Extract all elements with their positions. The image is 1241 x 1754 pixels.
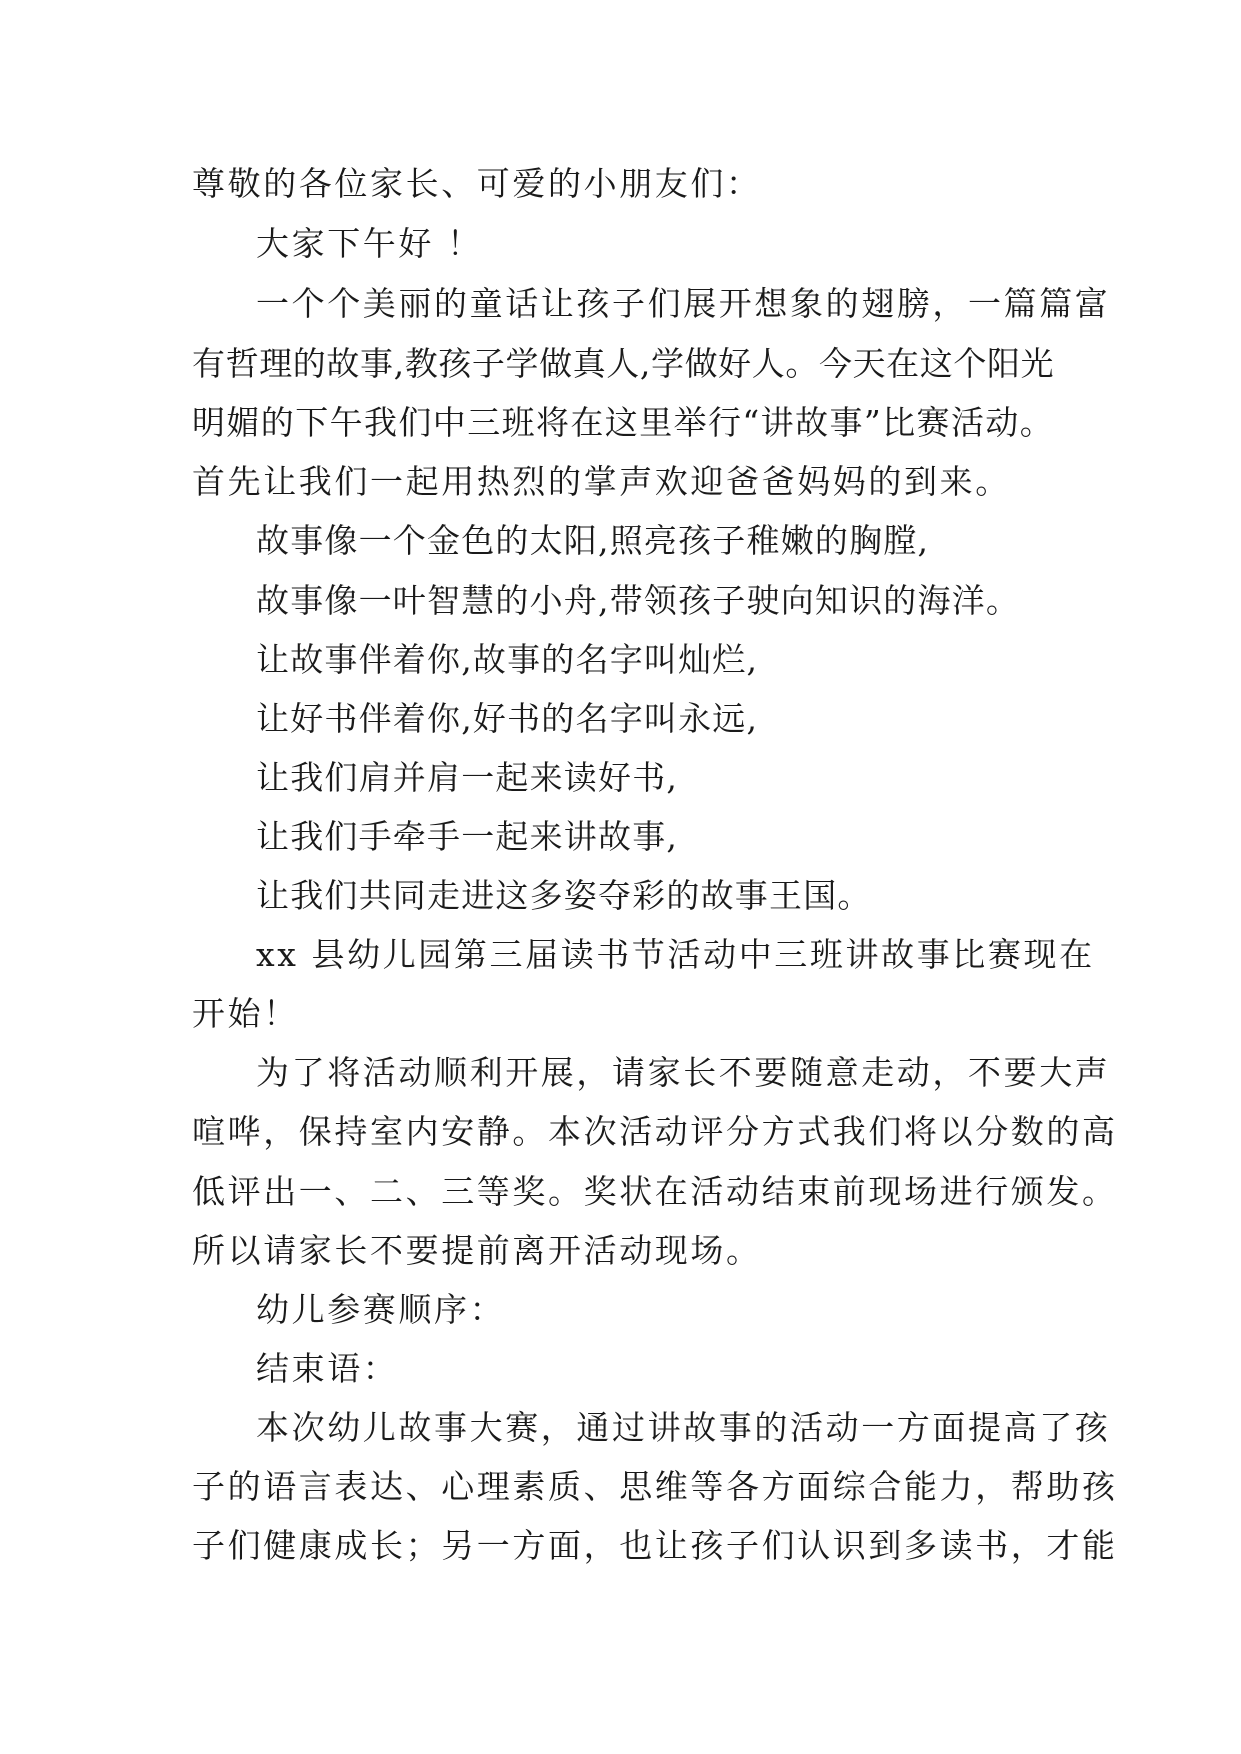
verse-line: 故事像一个金色的太阳,照亮孩子稚嫩的胸膛, xyxy=(256,521,930,560)
rules-paragraph-line: 所以请家长不要提前离开活动现场。 xyxy=(192,1231,762,1270)
rules-paragraph-line: 低评出一、二、三等奖。奖状在活动结束前现场进行颁发。 xyxy=(192,1172,1118,1211)
opening-announcement-line: xx 县幼儿园第三届读书节活动中三班讲故事比赛现在 xyxy=(256,935,1095,974)
verse-line: 让我们肩并肩一起来读好书, xyxy=(256,758,679,797)
salutation: 尊敬的各位家长、可爱的小朋友们： xyxy=(192,164,762,203)
intro-paragraph-line: 一个个美丽的童话让孩子们展开想象的翅膀，一篇篇富 xyxy=(256,284,1111,323)
verse-line: 让我们共同走进这多姿夺彩的故事王国。 xyxy=(256,876,872,915)
intro-paragraph-line: 首先让我们一起用热烈的掌声欢迎爸爸妈妈的到来。 xyxy=(192,462,1011,501)
verse-line: 故事像一叶智慧的小舟,带领孩子驶向知识的海洋。 xyxy=(256,581,1021,620)
closing-paragraph-line: 子的语言表达、心理素质、思维等各方面综合能力，帮助孩 xyxy=(192,1467,1118,1506)
opening-announcement-line: 开始！ xyxy=(192,994,299,1033)
rules-paragraph-line: 喧哗，保持室内安静。本次活动评分方式我们将以分数的高 xyxy=(192,1112,1118,1151)
closing-paragraph-line: 本次幼儿故事大赛，通过讲故事的活动一方面提高了孩 xyxy=(256,1408,1111,1447)
rules-paragraph-line: 为了将活动顺利开展，请家长不要随意走动，不要大声 xyxy=(256,1053,1111,1092)
intro-paragraph-line: 明媚的下午我们中三班将在这里举行“讲故事”比赛活动。 xyxy=(192,403,1055,442)
closing-heading: 结束语： xyxy=(256,1349,399,1388)
verse-line: 让好书伴着你,好书的名字叫永远, xyxy=(256,699,759,738)
greeting: 大家下午好 ！ xyxy=(256,224,483,263)
order-heading: 幼儿参赛顺序： xyxy=(256,1290,506,1329)
verse-line: 让故事伴着你,故事的名字叫灿烂, xyxy=(256,640,759,679)
intro-paragraph-line: 有哲理的故事,教孩子学做真人,学做好人。今天在这个阳光 xyxy=(192,344,1055,383)
closing-paragraph-line: 子们健康成长；另一方面，也让孩子们认识到多读书，才能 xyxy=(192,1526,1118,1565)
verse-line: 让我们手牵手一起来讲故事, xyxy=(256,817,679,856)
